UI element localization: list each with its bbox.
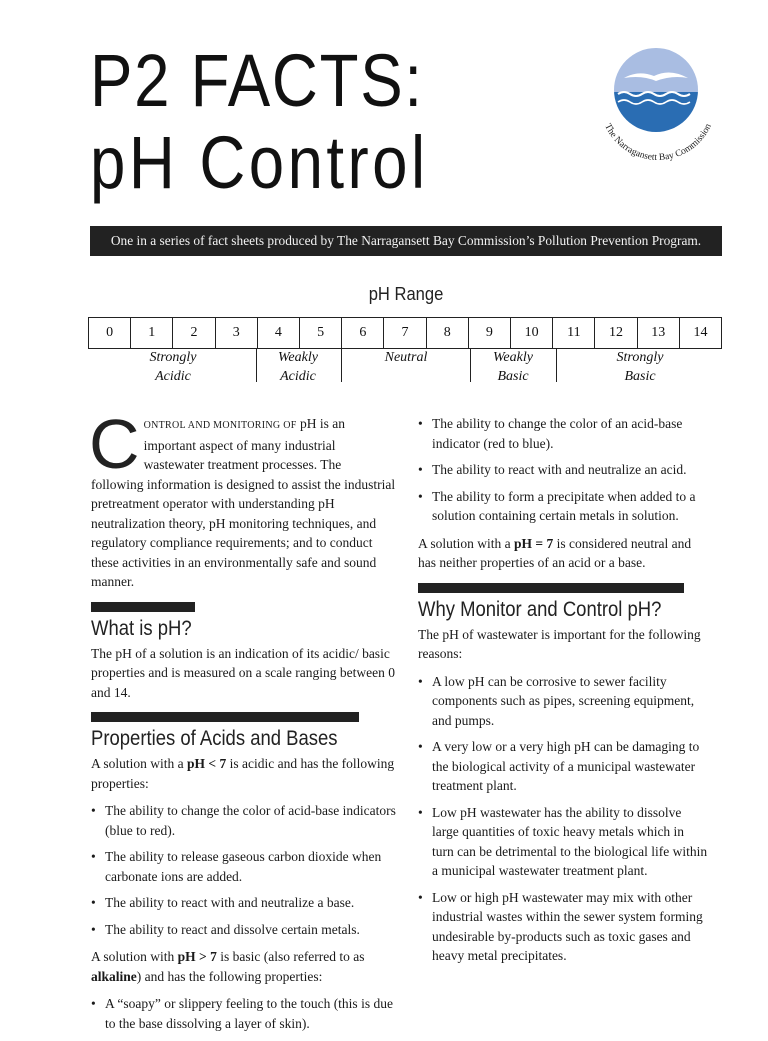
ph-range-title: pH Range	[368, 284, 444, 304]
narragansett-bay-commission-logo	[588, 40, 728, 180]
range-neutral: Neutral	[384, 350, 428, 365]
reasons-list	[418, 672, 708, 966]
title-line-1: P2 FACTS:	[90, 39, 424, 122]
range-strongly-acidic: Strongly Acidic	[149, 350, 197, 384]
ph-scale-cell: 4	[258, 318, 300, 348]
what-is-ph-text: The pH of a solution is an indication of its acidic/ basic properties and is measured on a scale ranging between 0 and 14.	[91, 645, 396, 700]
left-column	[89, 405, 396, 1041]
list-item: • A very low or a very high pH can be damaging to the biological activity of a municipal wastewater treatment plant.	[418, 737, 708, 796]
section-rule	[91, 602, 195, 612]
logo-caption: The Narragansett Bay Commission	[602, 122, 714, 164]
ph-scale	[88, 317, 722, 349]
ph-scale-cell: 12	[595, 318, 637, 348]
ph-scale-cell: 14	[693, 325, 708, 340]
ph-scale-cell: 13	[638, 318, 680, 348]
list-item: • Low or high pH wastewater may mix with other industrial wastes within the sewer system forming undesirable by-products such as toxic gases and heavy metal precipitates.	[418, 888, 708, 966]
base-properties-list	[91, 994, 396, 1033]
list-item: • A “soapy” or slippery feeling to the touch (this is due to the base dissolving a layer of skin).	[91, 994, 396, 1033]
ph-scale-cell: 8	[427, 318, 469, 348]
list-item: • A low pH can be corrosive to sewer facility components such as pipes, screening equipment, and pumps.	[418, 672, 708, 731]
title-line-2: pH Control	[90, 121, 429, 204]
list-item: • The ability to react with and neutralize an acid.	[418, 460, 708, 480]
range-strongly-basic: Strongly Basic	[616, 350, 664, 384]
list-item: • The ability to change the color of acid-base indicators (blue to red).	[91, 801, 396, 840]
ph-scale-cell: 11	[553, 318, 595, 348]
ph-scale-cell: 1	[131, 318, 173, 348]
range-weakly-basic: Weakly Basic	[493, 350, 533, 384]
ph-scale-cell: 7	[384, 318, 426, 348]
list-item: • The ability to release gaseous carbon dioxide when carbonate ions are added.	[91, 847, 396, 886]
section-rule	[418, 583, 684, 593]
list-item: • The ability to change the color of an acid-base indicator (red to blue).	[418, 414, 708, 453]
heading-properties: Properties of Acids and Bases	[91, 727, 338, 750]
ph-scale-cell: 10	[511, 318, 553, 348]
neutral-text: A solution with a pH = 7 is considered neutral and has neither properties of an acid or a base.	[418, 535, 692, 570]
heading-why-monitor: Why Monitor and Control pH?	[418, 597, 662, 621]
drop-cap: C	[89, 405, 140, 483]
ph-range-labels	[0, 348, 768, 388]
section-rule	[91, 712, 359, 722]
why-monitor-text: The pH of wastewater is important for the following reasons:	[418, 626, 701, 661]
ph-scale-cell: 3	[216, 318, 258, 348]
ph-scale-cell: 5	[300, 318, 342, 348]
acid-properties-list	[91, 801, 396, 939]
acid-intro: A solution with a pH < 7 is acidic and has the following properties:	[91, 756, 395, 791]
right-column	[418, 414, 708, 974]
list-item: • The ability to react with and neutralize a base.	[91, 893, 396, 913]
base-properties-list-continued	[418, 414, 708, 526]
list-item: • The ability to form a precipitate when added to a solution containing certain metals in solution.	[418, 487, 708, 526]
ph-scale-cell: 6	[342, 318, 384, 348]
heading-what-is-ph: What is pH?	[91, 616, 192, 640]
ph-scale-cell: 2	[173, 318, 215, 348]
range-weakly-acidic: Weakly Acidic	[278, 350, 318, 384]
ph-scale-cell: 0	[89, 318, 131, 348]
intro-paragraph: CONTROL AND MONITORING OF pH is an important aspect of many industrial wastewater treatment processes. The following information is designed to assist the industrial pretreatment operator with understanding pH neutralization theory, pH monitoring techniques, and regulatory compliance requirements; and to conduct these activities in an environmentally safe and sound manner.	[89, 405, 396, 589]
list-item: • Low pH wastewater has the ability to dissolve large quantities of toxic heavy metals which in turn can be detrimental to the biological life within a municipal wastewater treatment plant.	[418, 803, 708, 881]
ph-scale-cell: 9	[469, 318, 511, 348]
range-divider	[556, 348, 557, 382]
base-intro: A solution with pH > 7 is basic (also referred to as alkaline) and has the following properties:	[91, 949, 365, 984]
banner: One in a series of fact sheets produced by The Narragansett Bay Commission’s Pollution Prevention Program.	[90, 226, 722, 256]
list-item: • The ability to react and dissolve certain metals.	[91, 920, 396, 940]
